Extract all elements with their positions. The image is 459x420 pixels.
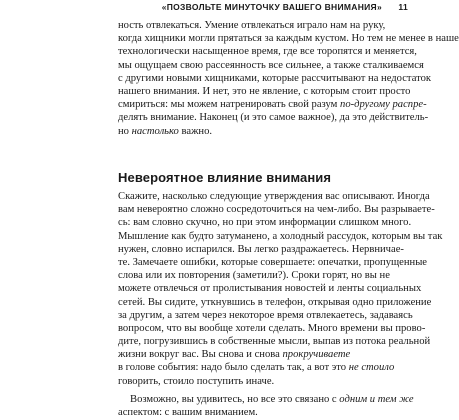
text-line: слова или их повторения (заметили?). Сроки горят, но вы не — [118, 270, 390, 282]
text-fragment: Возможно, вы удивитесь, но все это связано с — [130, 394, 337, 405]
text-line: те. Замечаете ошибки, которые совершаете: опечатки, пропущенные — [118, 256, 428, 268]
text-line: технологически насыщенное время, где все торопятся и меняется, — [118, 46, 417, 58]
text-line: говорить, стоило поступить иначе. — [118, 375, 275, 387]
italic-text: не стоило — [348, 362, 395, 374]
text-line: сь: вам словно скучно, но при этом информации слишком много. — [118, 217, 412, 229]
text-line — [118, 85, 410, 98]
text-line: Скажите, насколько следующие утверждения вас описывают. Иногда — [118, 191, 430, 202]
closing-paragraph — [118, 393, 414, 419]
text-line — [118, 98, 427, 111]
section-heading: Невероятное влияние внимания — [118, 170, 332, 185]
text-line: когда хищники могли прятаться за каждым кустом. Но тем не менее в наше — [118, 33, 459, 45]
text-fragment: с другими новыми хищниками, которые рассчитывают на недостаток — [118, 72, 432, 84]
text-fragment: И нет, это не явление, с которым стоит просто — [202, 85, 411, 97]
text-line: за другим, а затем через некоторое время отвлекаетесь, задаваясь — [118, 309, 413, 321]
page-number: 11 — [398, 2, 408, 12]
text-line: можете отвлечься от пролистывания новостей и ленты социальных — [118, 283, 422, 295]
italic-text: прокручиваете — [282, 349, 351, 361]
text-line: мы ощущаем свою рассеянность все сильнее, а также сталкиваемся — [118, 59, 424, 71]
text-line: сетей. Вы сидите, уткнувшись в телефон, открывая одно приложение — [118, 296, 432, 308]
text-line — [118, 393, 414, 406]
text-fragment: смириться: мы можем натренировать свой разум — [118, 99, 338, 111]
text-line: Мышление как будто затуманено, а холодный рассудок, которым вы так — [118, 230, 443, 242]
text-line: аспектом: с вашим вниманием. — [118, 407, 258, 419]
text-fragment: в голове события: надо было сделать так, а вот это — [118, 362, 347, 374]
text-fragment: нашего внимания. — [118, 85, 200, 97]
text-fragment: но — [118, 125, 129, 137]
text-fragment: жизни вокруг вас. Вы снова и снова — [118, 349, 280, 361]
text-line — [118, 361, 410, 374]
text-line: нужен, словно испарился. Вы легко раздражаетесь. Нервничае- — [118, 243, 404, 255]
body-paragraph — [118, 190, 443, 388]
running-title: «ПОЗВОЛЬТЕ МИНУТОЧКУ ВАШЕГО ВНИМАНИЯ» — [161, 2, 382, 12]
italic-text: настолько — [131, 125, 179, 137]
opening-paragraph — [118, 19, 459, 138]
text-line: вам невероятно сложно сосредоточиться на чем-либо. Вы разрываете- — [118, 204, 435, 216]
text-line — [118, 348, 410, 361]
text-line: ность отвлекаться. Умение отвлекаться играло нам на руку, — [118, 20, 386, 31]
italic-text: по-другому распре- — [340, 99, 427, 111]
italic-text: одним и тем же — [339, 394, 414, 405]
text-fragment: важно. — [181, 125, 213, 137]
page-header — [0, 2, 420, 16]
text-line: вопросом, что вы вообще хотели сделать. Много времени вы прово- — [118, 322, 426, 334]
text-line: дите, погрузившись в собственные мысли, выпав из потока реальной — [118, 336, 431, 348]
text-line — [118, 72, 432, 85]
text-line — [118, 125, 410, 138]
text-line: делять внимание. Наконец (и это самое важное), да это действитель- — [118, 112, 429, 124]
